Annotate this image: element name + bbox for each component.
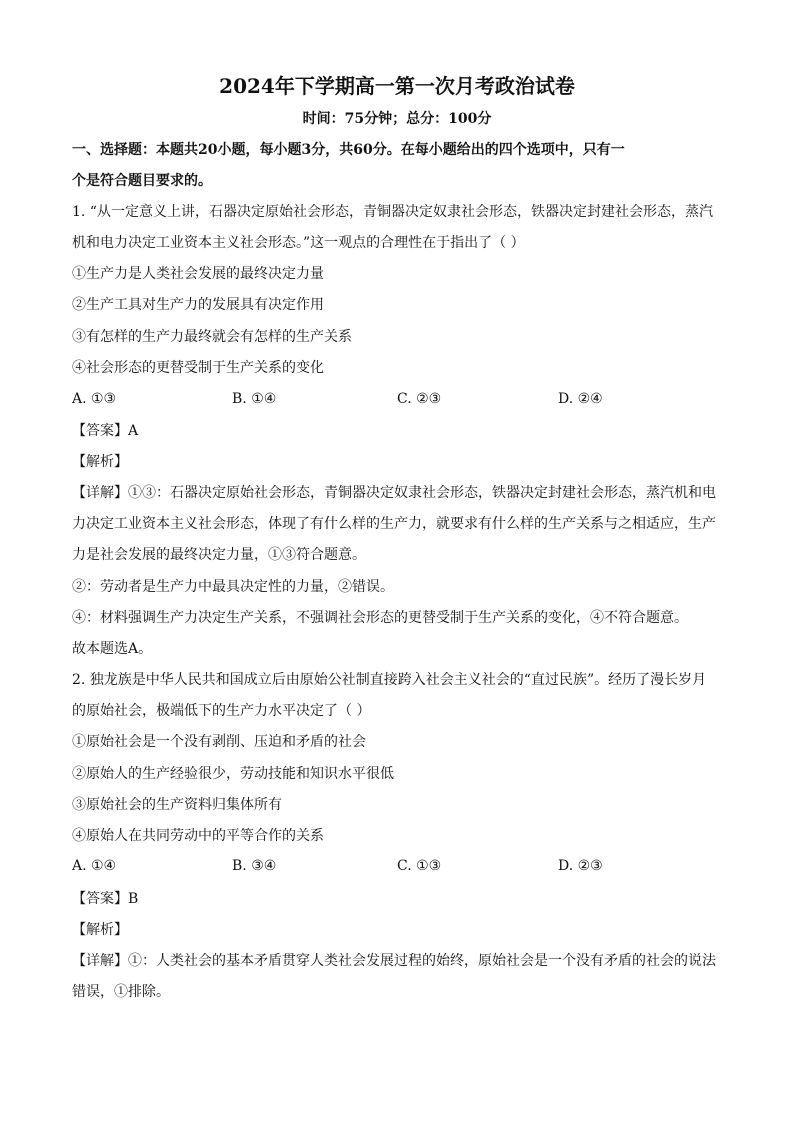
q1-detail-line4: ②：劳动者是生产力中最具决定性的力量，②错误。 [72, 579, 394, 595]
q2-option-b: B. ③④ [232, 858, 277, 874]
page-title: 2024年下学期高一第一次月考政治试卷 [219, 74, 575, 98]
q2-option-a: A. ①④ [72, 858, 117, 874]
q1-stem-line1: 1. “从一定意义上讲，石器决定原始社会形态，青铜器决定奴隶社会形态，铁器决定封建社会形态，蒸汽 [72, 204, 713, 220]
q1-conclusion: 故本题选A。 [72, 641, 153, 657]
section-heading-line2: 个是符合题目要求的。 [72, 173, 212, 189]
q2-answer: 【答案】B [72, 891, 139, 907]
q1-detail-line2: 力决定工业资本主义社会形态，体现了有什么样的生产力，就要求有什么样的生产关系与之相适应，生产 [72, 516, 716, 532]
q2-option-d: D. ②③ [558, 858, 603, 874]
q2-statement-4: ④原始人在共同劳动中的平等合作的关系 [72, 828, 324, 844]
q1-answer: 【答案】A [72, 423, 139, 439]
q2-options [72, 858, 732, 876]
q1-detail-line3: 力是社会发展的最终决定力量，①③符合题意。 [72, 547, 366, 563]
q2-stem-line2: 的原始社会，极端低下的生产力水平决定了（ ） [72, 703, 371, 719]
q1-option-b: B. ①④ [232, 391, 277, 407]
q2-statement-1: ①原始社会是一个没有剥削、压迫和矛盾的社会 [72, 734, 366, 750]
q1-option-a: A. ①③ [72, 391, 117, 407]
q1-statement-1: ①生产力是人类社会发展的最终决定力量 [72, 266, 324, 282]
q2-analysis-label: 【解析】 [72, 922, 128, 938]
q2-detail-line1: 【详解】①：人类社会的基本矛盾贯穿人类社会发展过程的始终，原始社会是一个没有矛盾的社会的说法 [72, 953, 716, 969]
q2-statement-3: ③原始社会的生产资料归集体所有 [72, 797, 282, 813]
q1-detail-line5: ④：材料强调生产力决定生产关系，不强调社会形态的更替受制于生产关系的变化，④不符合题意。 [72, 610, 688, 626]
q2-stem-line1: 2. 独龙族是中华人民共和国成立后由原始公社制直接跨入社会主义社会的“直过民族”。经历了漫长岁月 [72, 672, 707, 688]
section-heading-line1: 一、选择题：本题共20小题，每小题3分，共60分。在每小题给出的四个选项中，只有一 [72, 142, 625, 158]
q2-statement-2: ②原始人的生产经验很少，劳动技能和知识水平很低 [72, 766, 394, 782]
q2-detail-line2: 错误，①排除。 [72, 984, 170, 1000]
q1-analysis-label: 【解析】 [72, 454, 128, 470]
q1-statement-3: ③有怎样的生产力最终就会有怎样的生产关系 [72, 329, 352, 345]
q1-option-d: D. ②④ [558, 391, 603, 407]
q1-statement-2: ②生产工具对生产力的发展具有决定作用 [72, 297, 324, 313]
q1-statement-4: ④社会形态的更替受制于生产关系的变化 [72, 360, 324, 376]
q1-options [72, 391, 732, 409]
q1-stem-line2: 机和电力决定工业资本主义社会形态。”这一观点的合理性在于指出了（ ） [72, 235, 525, 251]
q2-option-c: C. ①③ [397, 858, 442, 874]
q1-option-c: C. ②③ [397, 391, 442, 407]
exam-info: 时间：75分钟；总分：100分 [302, 111, 492, 127]
q1-detail-line1: 【详解】①③：石器决定原始社会形态，青铜器决定奴隶社会形态，铁器决定封建社会形态，蒸汽机和电 [72, 485, 716, 501]
